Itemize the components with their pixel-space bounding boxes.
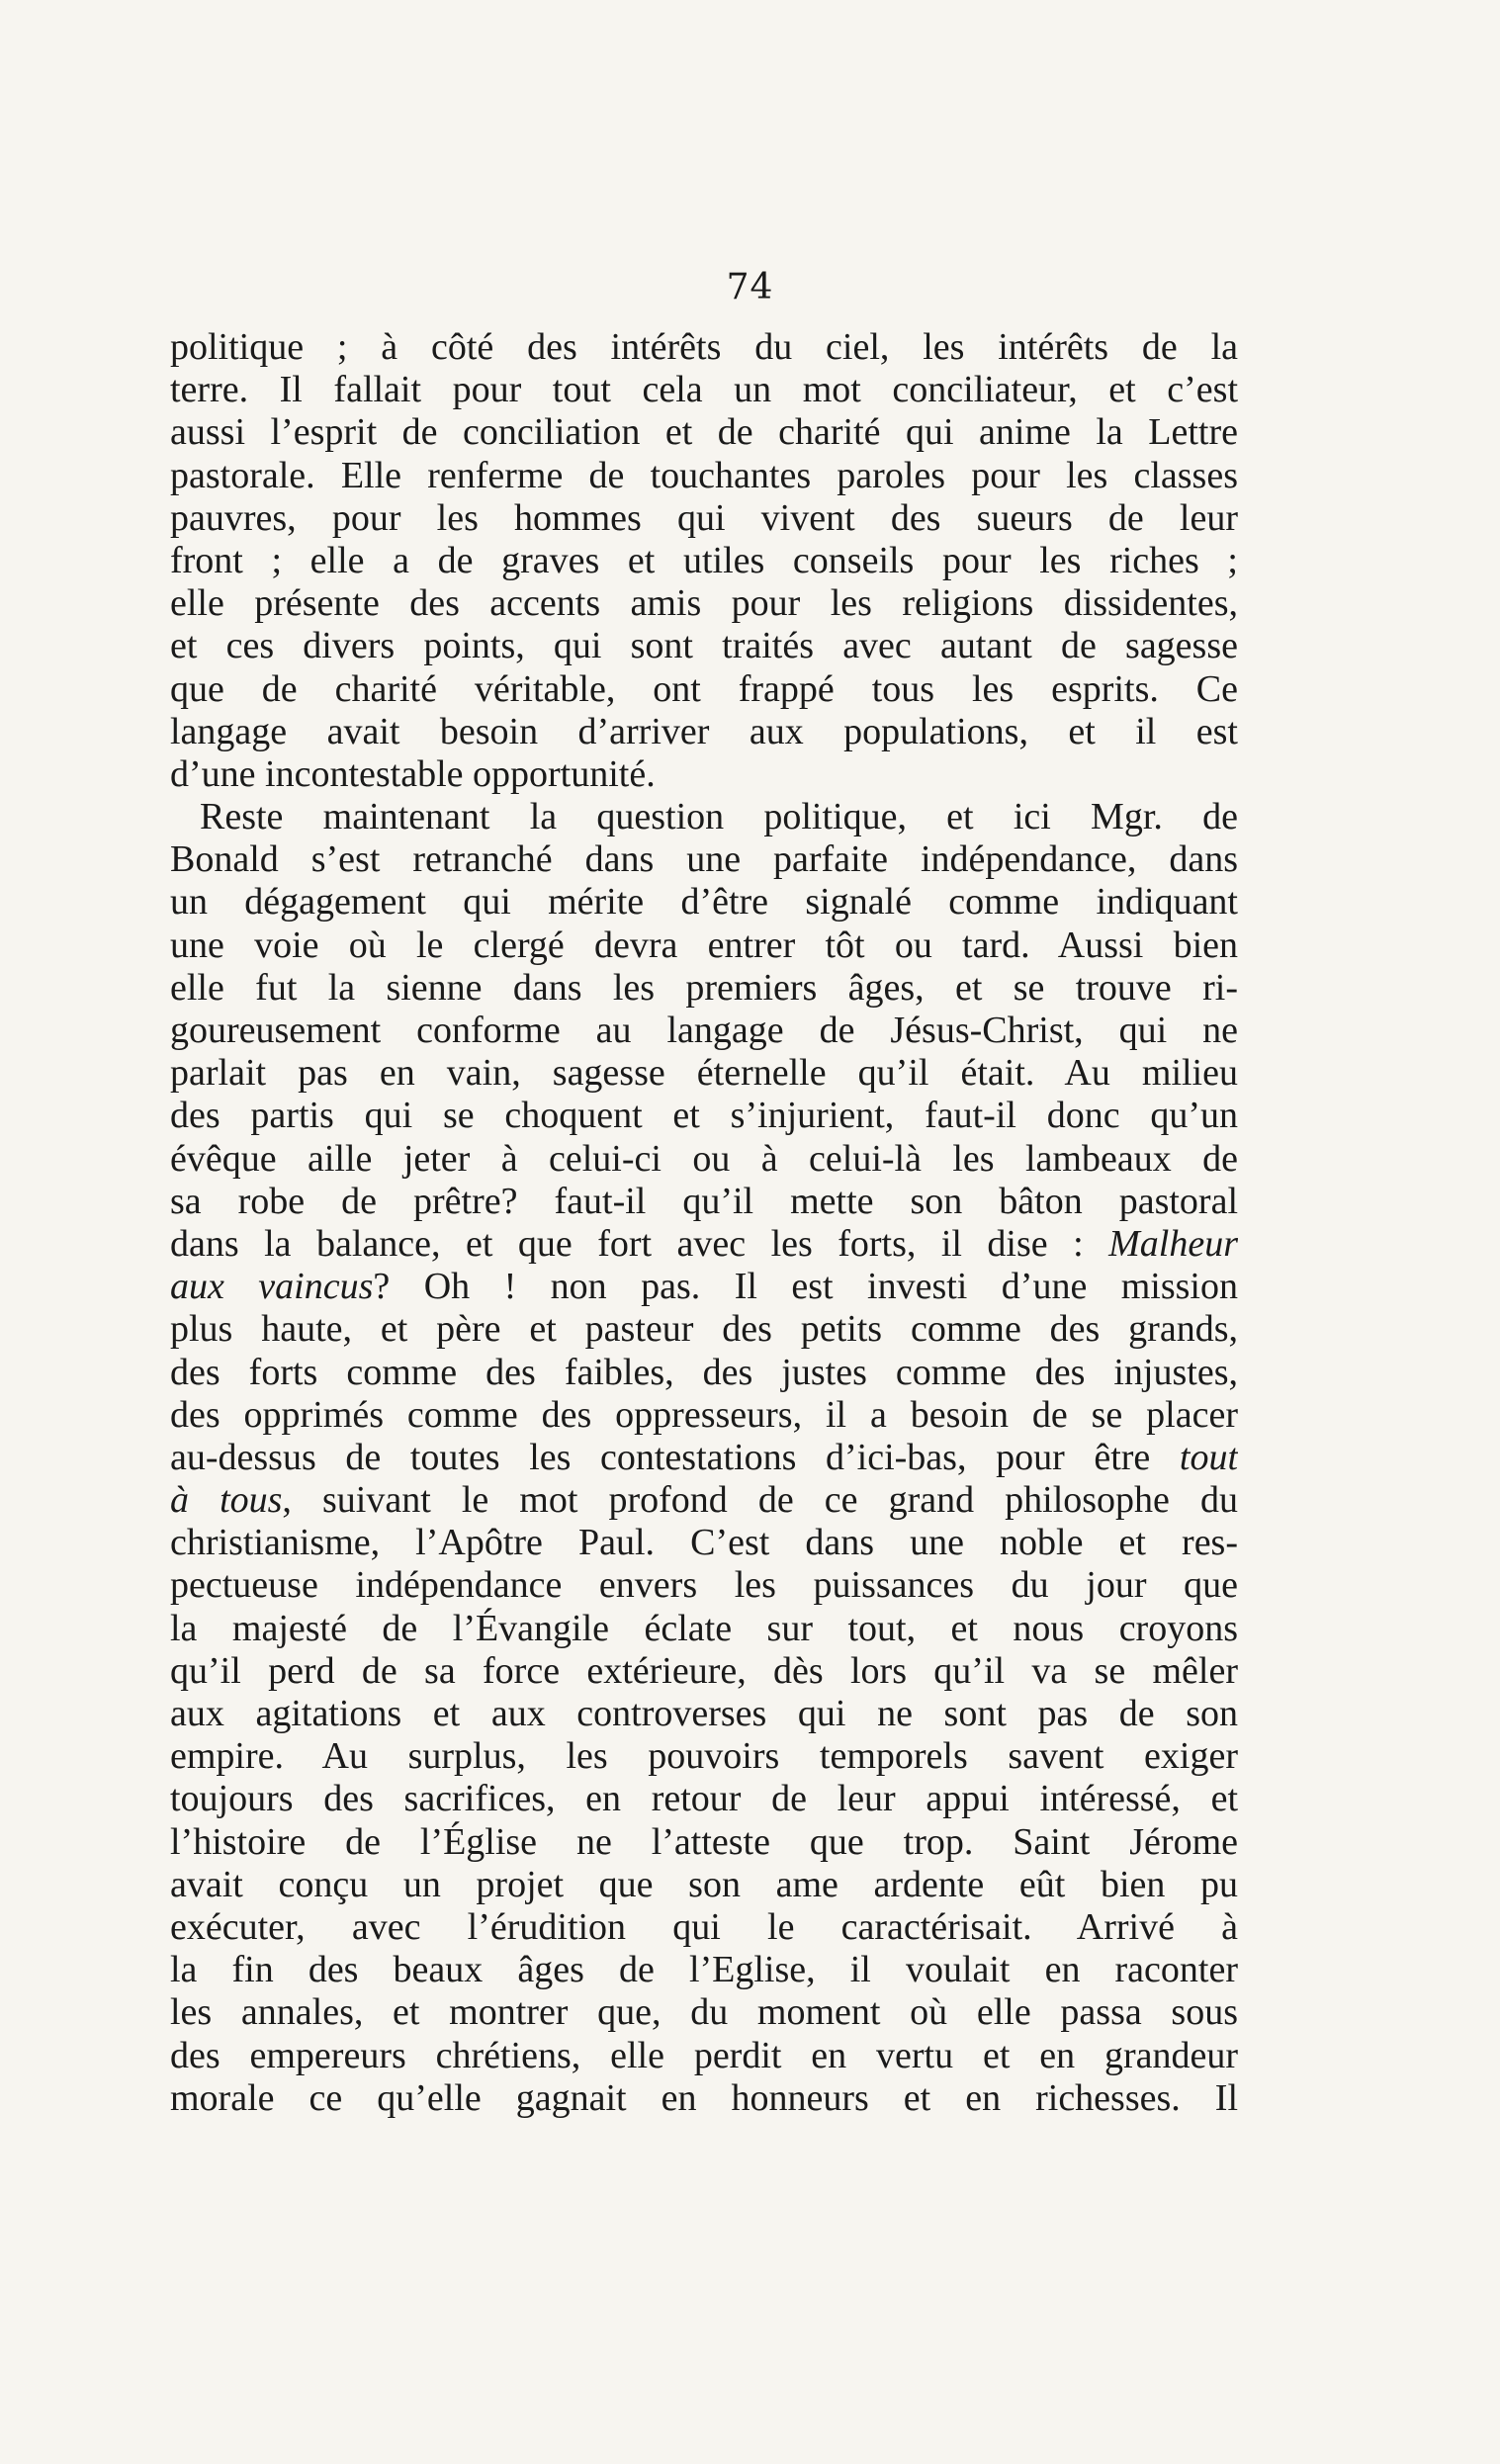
text-line: des partis qui se choquent et s’injurient, faut-il donc qu’un bbox=[170, 1095, 1238, 1137]
text-segment: , suivant le mot profond de ce grand philosophe du bbox=[282, 1479, 1238, 1522]
text-line: langage avait besoin d’arriver aux populations, et il est bbox=[170, 710, 1238, 752]
italic-text: tout bbox=[1179, 1436, 1238, 1478]
text-segment: au-dessus de toutes les contestations d’ici-bas, pour être bbox=[170, 1436, 1151, 1478]
text-line: avait conçu un projet que son ame ardente eût bien pu bbox=[170, 1863, 1238, 1905]
text-line: d’une incontestable opportunité. bbox=[170, 752, 656, 795]
text-line: sa robe de prêtre? faut-il qu’il mette son bâton pastoral bbox=[170, 1180, 1238, 1222]
text-line: terre. Il fallait pour tout cela un mot conciliateur, et c’est bbox=[170, 369, 1238, 411]
text-line: christianisme, l’Apôtre Paul. C’est dans une noble et res- bbox=[170, 1522, 1238, 1564]
text-line: exécuter, avec l’érudition qui le caractérisait. Arrivé à bbox=[170, 1905, 1238, 1948]
text-line: l’histoire de l’Église ne l’atteste que trop. Saint Jérome bbox=[170, 1820, 1238, 1863]
text-line: pauvres, pour les hommes qui vivent des sueurs de leur bbox=[170, 496, 1238, 539]
text-line: toujours des sacrifices, en retour de leur appui intéressé, et bbox=[170, 1778, 1238, 1820]
text-line bbox=[170, 1266, 1238, 1308]
text-line: pectueuse indépendance envers les puissances du jour que bbox=[170, 1564, 1238, 1607]
text-line: évêque aille jeter à celui-ci ou à celui-là les lambeaux de bbox=[170, 1137, 1238, 1180]
italic-text: Malheur bbox=[1108, 1222, 1238, 1265]
text-line: la majesté de l’Évangile éclate sur tout, et nous croyons bbox=[170, 1607, 1238, 1649]
text-line: la fin des beaux âges de l’Eglise, il voulait en raconter bbox=[170, 1949, 1238, 1991]
text-line: des opprimés comme des oppresseurs, il a besoin de se placer bbox=[170, 1393, 1238, 1436]
text-line: une voie où le clergé devra entrer tôt ou tard. Aussi bien bbox=[170, 924, 1238, 966]
text-line: elle présente des accents amis pour les religions dissidentes, bbox=[170, 582, 1238, 625]
text-line bbox=[170, 1479, 1238, 1522]
text-segment: dans la balance, et que fort avec les forts, il dise : bbox=[170, 1222, 1084, 1265]
text-line: pastorale. Elle renferme de touchantes paroles pour les classes bbox=[170, 454, 1238, 496]
text-line: elle fut la sienne dans les premiers âges, et se trouve ri- bbox=[170, 966, 1238, 1009]
text-line: des forts comme des faibles, des justes comme des injustes, bbox=[170, 1351, 1238, 1393]
body-text bbox=[170, 326, 1238, 2120]
text-line: un dégagement qui mérite d’être signalé comme indiquant bbox=[170, 881, 1238, 924]
text-line: et ces divers points, qui sont traités avec autant de sagesse bbox=[170, 625, 1238, 667]
text-line: parlait pas en vain, sagesse éternelle qu’il était. Au milieu bbox=[170, 1052, 1238, 1095]
text-line: morale ce qu’elle gagnait en honneurs et en richesses. Il bbox=[170, 2076, 1238, 2119]
italic-text: à tous bbox=[170, 1479, 283, 1522]
italic-text: aux vaincus bbox=[170, 1266, 374, 1308]
text-line: Reste maintenant la question politique, et ici Mgr. de bbox=[200, 796, 1238, 838]
text-segment: ? Oh ! non pas. Il est investi d’une mission bbox=[373, 1266, 1238, 1308]
text-line: aussi l’esprit de conciliation et de charité qui anime la Lettre bbox=[170, 411, 1238, 454]
text-line: plus haute, et père et pasteur des petits comme des grands, bbox=[170, 1308, 1238, 1351]
text-line bbox=[170, 1437, 1238, 1479]
text-line: aux agitations et aux controverses qui ne sont pas de son bbox=[170, 1693, 1238, 1734]
page-number: 74 bbox=[726, 267, 774, 308]
text-line: que de charité véritable, ont frappé tous les esprits. Ce bbox=[170, 667, 1238, 710]
text-line: Bonald s’est retranché dans une parfaite indépendance, dans bbox=[170, 838, 1238, 881]
text-line: empire. Au surplus, les pouvoirs temporels savent exiger bbox=[170, 1735, 1238, 1778]
text-line: politique ; à côté des intérêts du ciel, les intérêts de la bbox=[170, 326, 1238, 368]
text-line: les annales, et montrer que, du moment où elle passa sous bbox=[170, 1991, 1238, 2034]
text-line: qu’il perd de sa force extérieure, dès lors qu’il va se mêler bbox=[170, 1649, 1238, 1692]
text-line: goureusement conforme au langage de Jésus-Christ, qui ne bbox=[170, 1010, 1238, 1051]
text-line bbox=[170, 1223, 1238, 1266]
text-line: front ; elle a de graves et utiles conseils pour les riches ; bbox=[170, 539, 1238, 581]
text-line: des empereurs chrétiens, elle perdit en vertu et en grandeur bbox=[170, 2034, 1238, 2076]
